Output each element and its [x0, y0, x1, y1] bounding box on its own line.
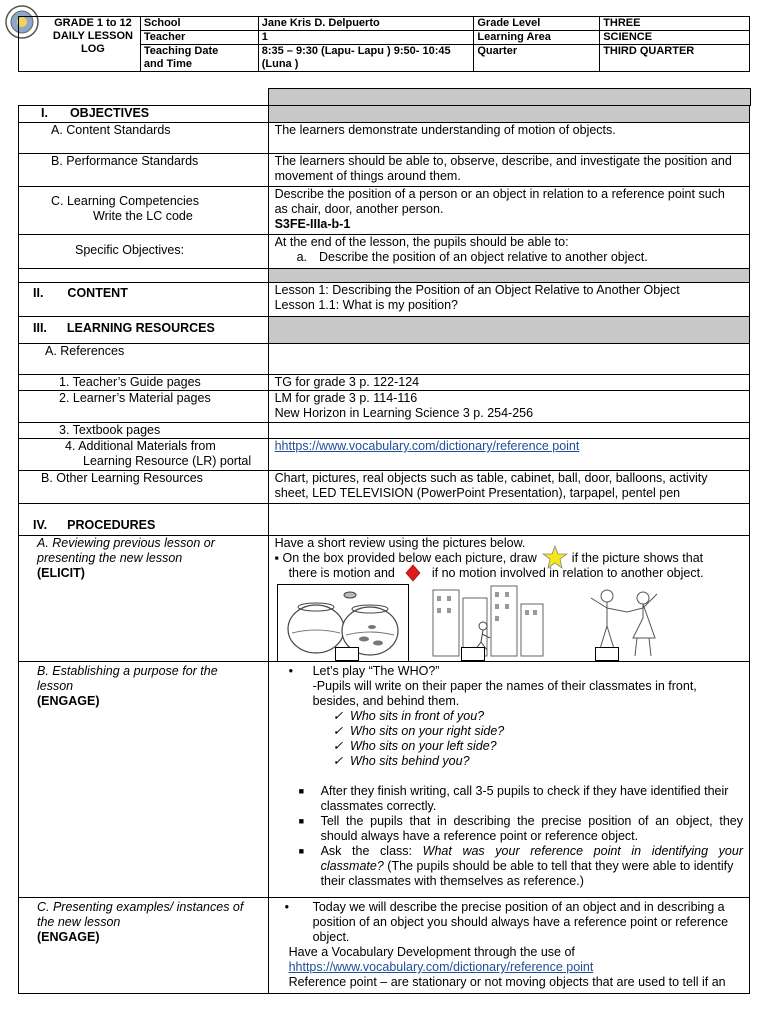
square-bullet-icon: ▪	[274, 551, 280, 565]
square-bullet-icon: ■	[298, 786, 305, 796]
text-line: Write the LC code	[93, 209, 193, 223]
check-icon: ✓	[332, 709, 344, 723]
answer-box-1[interactable]	[335, 647, 359, 661]
text-line: (The pupils should be able to tell that they were able to identify	[387, 859, 734, 873]
text-line: At the end of the lesson, the pupils should be able to:	[274, 235, 569, 249]
text-line: LM for grade 3 p. 114-116	[274, 391, 418, 405]
lesson-log-header	[18, 16, 750, 72]
text-line: object.	[312, 930, 350, 944]
dot-bullet-icon: •	[284, 900, 289, 914]
table-row	[19, 235, 750, 269]
engage-row	[19, 662, 750, 898]
specific-objectives-value	[268, 235, 749, 269]
text-line: C. Presenting examples/ instances of	[37, 900, 244, 914]
text-line: Reference point – are stationary or not moving objects that are used to tell if an	[288, 975, 726, 989]
resources-heading	[19, 317, 269, 344]
text-line: should always have a reference point or reference object.	[320, 829, 639, 843]
other-resources-value	[268, 471, 749, 504]
content-value	[268, 283, 749, 317]
section-number: IV.	[33, 518, 48, 532]
gray-cell	[268, 106, 749, 123]
table-row	[19, 439, 750, 471]
text-line: Today we will describe the precise position of an object and in describing a	[312, 900, 725, 914]
procedures-heading-row	[19, 504, 750, 536]
log-title	[19, 17, 141, 72]
performance-standards-label: B. Performance Standards	[19, 154, 269, 187]
log-title-line: GRADE 1 to 12	[54, 17, 132, 29]
grade-value: THREE	[600, 17, 750, 31]
header-gray-bar	[268, 88, 751, 106]
date-value-line: 8:35 – 9:30 (Lapu- Lapu ) 9:50- 10:45	[261, 45, 451, 57]
square-bullet-icon: ■	[298, 816, 305, 826]
table-row	[19, 471, 750, 504]
table-row	[19, 344, 750, 375]
text-line: Learning Resource (LR) portal	[83, 454, 252, 468]
lc-code: S3FE-IIIa-b-1	[274, 217, 351, 231]
teacher-label: Teacher	[140, 31, 258, 45]
text-line: Have a Vocabulary Development through the use of	[288, 945, 575, 959]
check-icon: ✓	[332, 739, 344, 753]
section-number: III.	[33, 321, 47, 335]
school-label: School	[140, 17, 258, 31]
text-line: classmate?	[320, 859, 384, 873]
text-line: sheet, LED TELEVISION (PowerPoint Presentation), tarpapel, pentel pen	[274, 486, 681, 500]
content-row	[19, 283, 750, 317]
gray-cell	[268, 317, 749, 344]
elicit-label	[19, 536, 269, 662]
text-line: their classmates with themselves as reference.)	[320, 874, 584, 888]
table-row	[19, 375, 750, 391]
area-value: SCIENCE	[600, 31, 750, 45]
check-icon: ✓	[332, 754, 344, 768]
text-line: if no motion involved in relation to another object.	[431, 566, 704, 580]
table-row	[19, 269, 750, 283]
presenting-row	[19, 898, 750, 994]
content-standards-label: A. Content Standards	[19, 123, 269, 154]
text-line: there is motion and	[288, 566, 395, 580]
date-label	[140, 45, 258, 72]
table-row	[19, 391, 750, 423]
learners-material-value	[268, 391, 749, 423]
area-label: Learning Area	[474, 31, 600, 45]
text-line: B. Establishing a purpose for the	[37, 664, 218, 678]
text-line: After they finish writing, call 3-5 pupils to check if they have identified their	[320, 784, 729, 798]
section-number: II.	[33, 286, 44, 300]
section-title: CONTENT	[67, 286, 128, 300]
table-row	[19, 423, 750, 439]
text-line: Have a short review using the pictures below.	[274, 536, 526, 550]
engage-label	[19, 662, 269, 898]
text-line: A. Reviewing previous lesson or	[37, 536, 215, 550]
quarter-label: Quarter	[474, 45, 600, 72]
empty-cell	[268, 344, 749, 375]
other-resources-label: B. Other Learning Resources	[19, 471, 269, 504]
text-line: Describe the position of an object relative to another object.	[319, 250, 648, 264]
date-label-line: Teaching Date	[143, 45, 219, 57]
list-item	[275, 784, 743, 814]
list-marker: a.	[296, 250, 308, 264]
text-line: if the picture shows that	[571, 551, 704, 565]
procedures-heading	[19, 504, 269, 536]
grade-label: Grade Level	[474, 17, 600, 31]
objectives-heading-row	[19, 106, 750, 123]
date-value	[258, 45, 474, 72]
text-line: besides, and behind them.	[312, 694, 460, 708]
teachers-guide-value: TG for grade 3 p. 122-124	[268, 375, 749, 391]
learning-competencies-value	[268, 187, 749, 235]
text-line: presenting the new lesson	[37, 551, 183, 565]
phase-tag: (ENGAGE)	[37, 930, 100, 944]
square-bullet-icon: ■	[298, 846, 305, 856]
question-item: Who sits in front of you?	[350, 709, 485, 723]
engage-value	[268, 662, 749, 898]
content-heading	[19, 283, 269, 317]
section-title: PROCEDURES	[67, 518, 156, 532]
quarter-value: THIRD QUARTER	[600, 45, 750, 72]
text-line: Lesson 1: Describing the Position of an Object Relative to Another Object	[274, 283, 680, 297]
resources-heading-row	[19, 317, 750, 344]
vocabulary-link[interactable]: hhttps://www.vocabulary.com/dictionary/reference point	[288, 960, 594, 974]
section-number: I.	[41, 106, 48, 120]
section-title: OBJECTIVES	[69, 106, 150, 120]
empty-cell	[19, 269, 269, 283]
dot-bullet-icon: •	[288, 664, 293, 678]
section-title: LEARNING RESOURCES	[66, 321, 215, 335]
text-line: classmates correctly.	[320, 799, 437, 813]
picture-buildings	[423, 584, 547, 660]
log-title-line: LOG	[81, 43, 105, 55]
star-icon	[540, 553, 568, 565]
diamond-icon	[398, 568, 428, 580]
phase-tag: (ELICIT)	[37, 566, 85, 580]
text-line: Lesson 1.1: What is my position?	[274, 298, 459, 312]
phase-tag: (ENGAGE)	[37, 694, 100, 708]
elicit-row	[19, 536, 750, 662]
presenting-label	[19, 898, 269, 994]
date-value-line: (Luna )	[261, 58, 299, 70]
picture-dancing-couple	[557, 584, 695, 660]
text-line: lesson	[37, 679, 74, 693]
text-line: C. Learning Competencies	[51, 194, 199, 208]
text-line: Ask the class:	[320, 844, 412, 858]
additional-materials-value	[268, 439, 749, 471]
teacher-value: 1	[258, 31, 474, 45]
answer-box-3[interactable]	[595, 647, 619, 661]
learners-material-label: 2. Learner’s Material pages	[19, 391, 269, 423]
question-item: Who sits on your left side?	[350, 739, 497, 753]
text-line: 4. Additional Materials from	[65, 439, 216, 453]
text-line: -Pupils will write on their paper the names of their classmates in front,	[312, 679, 697, 693]
learning-competencies-label	[19, 187, 269, 235]
teachers-guide-label: 1. Teacher’s Guide pages	[19, 375, 269, 391]
answer-box-2[interactable]	[461, 647, 485, 661]
text-line: Tell the pupils that in describing the precise position of an object, they	[320, 814, 743, 828]
empty-cell	[268, 504, 749, 536]
text-line: On the box provided below each picture, draw	[282, 551, 537, 565]
text-line: Chart, pictures, real objects such as table, cabinet, ball, door, balloons, activity	[274, 471, 708, 485]
table-row	[19, 187, 750, 235]
list-item	[275, 814, 743, 844]
text-line: the new lesson	[37, 915, 121, 929]
question-item: Who sits on your right side?	[350, 724, 505, 738]
textbook-label: 3. Textbook pages	[19, 423, 269, 439]
question-item: Who sits behind you?	[350, 754, 470, 768]
text-line: New Horizon in Learning Science 3 p. 254-256	[274, 406, 534, 420]
school-value: Jane Kris D. Delpuerto	[258, 17, 474, 31]
check-icon: ✓	[332, 724, 344, 738]
table-row	[19, 154, 750, 187]
date-label-line: and Time	[143, 58, 192, 70]
lesson-plan-table	[18, 105, 750, 994]
list-item	[275, 844, 743, 889]
objectives-heading	[19, 106, 269, 123]
vocabulary-link[interactable]: hhttps://www.vocabulary.com/dictionary/reference point	[274, 439, 580, 453]
references-label: A. References	[19, 344, 269, 375]
text-line: Describe the position of a person or an object in relation to a reference point such	[274, 187, 725, 201]
performance-standards-value	[268, 154, 749, 187]
elicit-value	[268, 536, 749, 662]
text-line: What was your reference point in identifying your	[422, 844, 743, 858]
text-line: The learners should be able to, observe, describe, and investigate the position and	[274, 154, 732, 168]
log-title-line: DAILY LESSON	[52, 30, 133, 42]
list-item	[275, 900, 743, 945]
text-line: as chair, door, another person.	[274, 202, 444, 216]
gray-cell	[268, 269, 749, 283]
content-standards-value: The learners demonstrate understanding of motion of objects.	[268, 123, 749, 154]
additional-materials-label	[19, 439, 269, 471]
text-line: movement of things around them.	[274, 169, 461, 183]
text-line: Let’s play “The WHO?”	[312, 664, 440, 678]
text-line: position of an object you should always have a reference point or reference	[312, 915, 729, 929]
specific-objectives-label: Specific Objectives:	[19, 235, 269, 269]
presenting-value	[268, 898, 749, 994]
empty-cell	[268, 423, 749, 439]
table-row	[19, 123, 750, 154]
